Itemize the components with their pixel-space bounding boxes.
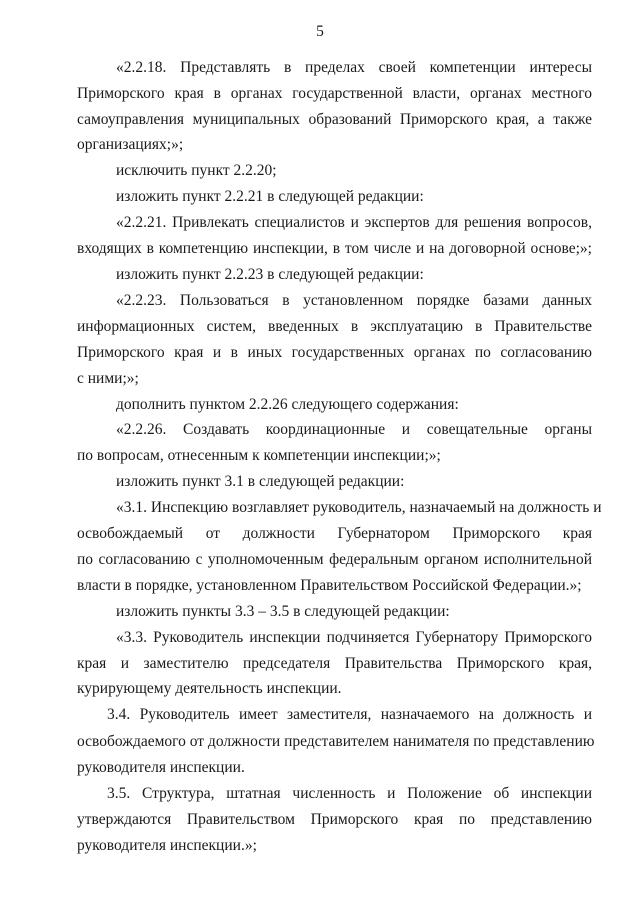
text-line: с ними;»; <box>77 370 139 387</box>
text-line: дополнить пунктом 2.2.26 следующего содержания: <box>116 396 459 413</box>
text-line: организациях;»; <box>77 136 184 153</box>
text-line: изложить пункты 3.3 – 3.5 в следующей редакции: <box>116 603 450 620</box>
text-line: «2.2.21. Привлекать специалистов и экспертов для решения вопросов, <box>116 214 592 231</box>
text-line: освобождаемый от должности Губернатором Приморского края <box>77 525 592 542</box>
text-line: самоуправления муниципальных образований Приморского края, а также <box>77 111 592 128</box>
text-line: власти в порядке, установленном Правительством Российской Федерации.»; <box>77 577 582 594</box>
text-line: Приморского края и в иных государственных органах по согласованию <box>77 344 592 361</box>
text-line: по согласованию с уполномоченным федеральным органом исполнительной <box>77 551 592 568</box>
text-line: руководителя инспекции. <box>77 759 245 776</box>
text-line: освобождаемого от должности представителем нанимателя по представлению <box>77 733 595 750</box>
text-line: «2.2.18. Представлять в пределах своей компетенции интересы <box>116 59 592 76</box>
text-line: Приморского края в органах государственной власти, органах местного <box>77 85 592 102</box>
text-line: курирующему деятельность инспекции. <box>77 680 342 697</box>
text-line: утверждаются Правительством Приморского края по представлению <box>77 811 592 828</box>
text-line: исключить пункт 2.2.20; <box>116 162 277 179</box>
text-line: 3.5. Структура, штатная численность и Положение об инспекции <box>107 785 592 802</box>
text-line: изложить пункт 3.1 в следующей редакции: <box>116 473 405 490</box>
page-number: 5 <box>316 23 324 40</box>
text-line: края и заместителю председателя Правительства Приморского края, <box>77 655 592 672</box>
text-line: 3.4. Руководитель имеет заместителя, назначаемого на должность и <box>107 706 592 723</box>
text-line: руководителя инспекции.»; <box>77 837 257 854</box>
text-line: изложить пункт 2.2.21 в следующей редакции: <box>116 188 424 205</box>
text-line: «2.2.23. Пользоваться в установленном порядке базами данных <box>116 292 592 309</box>
text-line: «3.3. Руководитель инспекции подчиняется Губернатору Приморского <box>116 629 592 646</box>
text-line: изложить пункт 2.2.23 в следующей редакции: <box>116 266 424 283</box>
text-line: по вопросам, отнесенным к компетенции инспекции;»; <box>77 447 441 464</box>
text-line: «2.2.26. Создавать координационные и совещательные органы <box>116 421 592 438</box>
text-line: «3.1. Инспекцию возглавляет руководитель, назначаемый на должность и <box>116 499 602 516</box>
text-line: информационных систем, введенных в эксплуатацию в Правительстве <box>77 318 592 335</box>
text-line: входящих в компетенцию инспекции, в том числе и на договорной основе;»; <box>77 240 592 257</box>
